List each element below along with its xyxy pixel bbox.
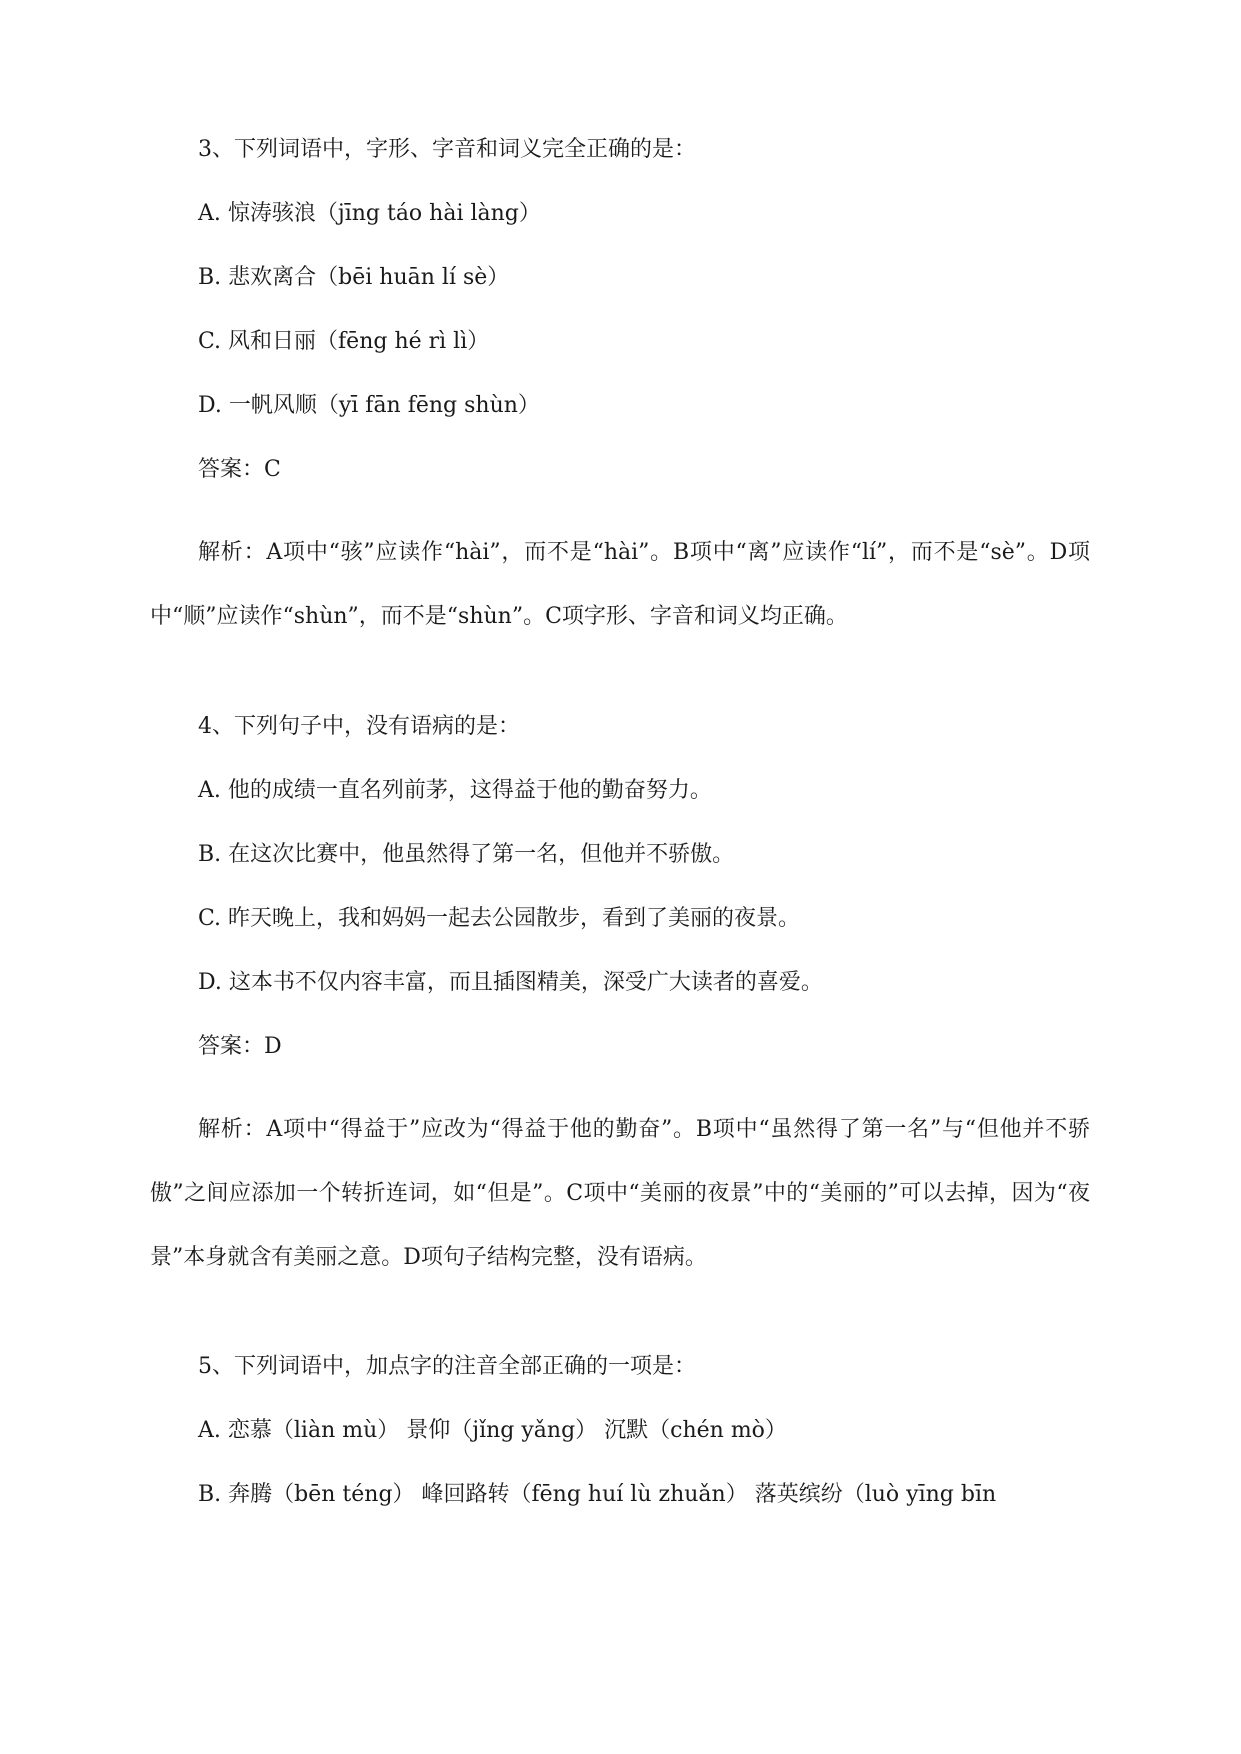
question-3-option-d: D. 一帆风顺（yī fān fēng shùn） <box>198 393 540 418</box>
question-4-analysis: 解析：A项中“得益于”应改为“得益于他的勤奋”。B项中“虽然得了第一名”与“但他并不骄傲”之间应添加一个转折连词，如“但是”。C项中“美丽的夜景”中的“美丽的”可以去掉，因为“夜景”本身就含有美丽之意。D项句子结构完整，没有语病。 <box>150 1117 1090 1270</box>
question-4-option-c: C. 昨天晚上，我和妈妈一起去公园散步，看到了美丽的夜景。 <box>198 906 801 931</box>
question-4-option-d: D. 这本书不仅内容丰富，而且插图精美，深受广大读者的喜爱。 <box>198 970 823 995</box>
question-5-stem: 5、下列词语中，加点字的注音全部正确的一项是： <box>198 1354 696 1379</box>
question-4-option-b: B. 在这次比赛中，他虽然得了第一名，但他并不骄傲。 <box>198 842 735 867</box>
question-3-option-b: B. 悲欢离合（bēi huān lí sè） <box>198 265 510 290</box>
question-4-stem: 4、下列句子中，没有语病的是： <box>198 714 520 739</box>
question-4-answer: 答案：D <box>198 1034 282 1059</box>
question-3-answer: 答案：C <box>198 457 281 482</box>
question-3-stem: 3、下列词语中，字形、字音和词义完全正确的是： <box>198 137 696 162</box>
question-3-option-a: A. 惊涛骇浪（jīng táo hài làng） <box>198 201 541 226</box>
question-3-analysis: 解析：A项中“骇”应读作“hài”，而不是“hài”。B项中“离”应读作“lí”，而不是“sè”。D项中“顺”应读作“shùn”，而不是“shùn”。C项字形、字音和词义均正确。 <box>150 540 1090 629</box>
question-5-option-b: B. 奔腾（bēn téng） 峰回路转（fēng huí lù zhuǎn） 落英缤纷（luò yīng bīn <box>198 1482 997 1507</box>
question-4-option-a: A. 他的成绩一直名列前茅，这得益于他的勤奋努力。 <box>198 778 712 803</box>
question-3-option-c: C. 风和日丽（fēng hé rì lì） <box>198 329 490 354</box>
question-5-option-a: A. 恋慕（liàn mù） 景仰（jǐng yǎng） 沉默（chén mò） <box>198 1418 787 1443</box>
